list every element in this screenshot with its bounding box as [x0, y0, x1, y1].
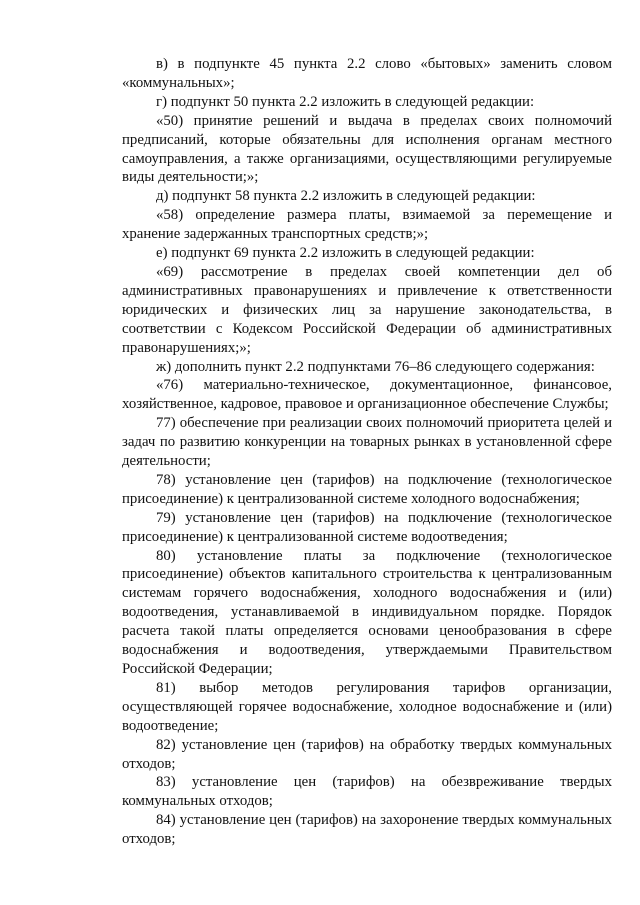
paragraph-item-84: 84) установление цен (тарифов) на захоронение твердых коммунальных отходов;: [122, 812, 612, 848]
paragraph-item-78: 78) установление цен (тарифов) на подключение (технологическое присоединение) к централизованной системе холодного водоснабжения;: [122, 471, 612, 507]
paragraph-item-58: «58) определение размера платы, взимаемой за перемещение и хранение задержанных транспортных средств;»;: [122, 207, 612, 243]
paragraph-item-82: 82) установление цен (тарифов) на обработку твердых коммунальных отходов;: [122, 736, 612, 772]
document-page: [122, 55, 612, 849]
paragraph-item-79: 79) установление цен (тарифов) на подключение (технологическое присоединение) к централизованной системе водоотведения;: [122, 509, 612, 545]
paragraph-item-80: 80) установление платы за подключение (технологическое присоединение) объектов капитального строительства к централизованным системам горячего водоснабжения, холодного водоснабжения и (или) водоотведения, устанавливаемой в индивидуальном порядке. Порядок расчета такой платы определяется основами ценообразования в сфере водоснабжения и водоотведения, утверждаемыми Правительством Российской Федерации;: [122, 547, 612, 677]
paragraph-item-50: «50) принятие решений и выдача в пределах своих полномочий предписаний, которые обязательны для исполнения органам местного самоуправления, а также организациями, осуществляющими регулируемые виды деятельности;»;: [122, 112, 612, 186]
paragraph-subclause-g: г) подпункт 50 пункта 2.2 изложить в следующей редакции:: [156, 93, 535, 110]
paragraph-item-76: «76) материально-техническое, документационное, финансовое, хозяйственное, кадровое, правовое и организационное обеспечение Службы;: [122, 377, 612, 413]
paragraph-item-69: «69) рассмотрение в пределах своей компетенции дел об административных правонарушениях и привлечение к ответственности юридических и физических лиц за нарушение законодательства, в соответствии с Кодексом Российской Федерации об административных правонарушениях;»;: [122, 263, 612, 356]
paragraph-subclause-zh: ж) дополнить пункт 2.2 подпунктами 76–86 следующего содержания:: [156, 358, 595, 375]
paragraph-item-77: 77) обеспечение при реализации своих полномочий приоритета целей и задач по развитию конкуренции на товарных рынках в установленной сфере деятельности;: [122, 415, 612, 470]
paragraph-subclause-v: в) в подпункте 45 пункта 2.2 слово «бытовых» заменить словом «коммунальных»;: [122, 56, 612, 91]
paragraph-item-83: 83) установление цен (тарифов) на обезвреживание твердых коммунальных отходов;: [122, 774, 612, 810]
paragraph-item-81: 81) выбор методов регулирования тарифов организации, осуществляющей горячее водоснабжение, холодное водоснабжение и (или) водоотведение;: [122, 679, 612, 734]
paragraph-subclause-e: е) подпункт 69 пункта 2.2 изложить в следующей редакции:: [156, 245, 535, 262]
paragraph-subclause-d: д) подпункт 58 пункта 2.2 изложить в следующей редакции:: [156, 188, 536, 205]
